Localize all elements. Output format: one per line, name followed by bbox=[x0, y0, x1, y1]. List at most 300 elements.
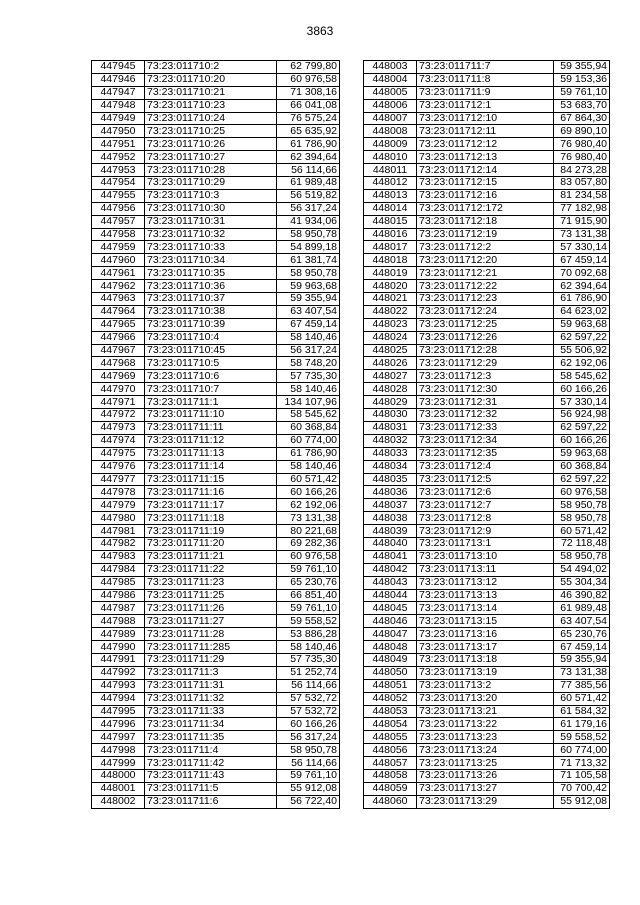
cadastral-number: 73:23:011710:29 bbox=[145, 177, 277, 190]
table-row bbox=[92, 653, 340, 666]
cadastral-number: 73:23:011711:9 bbox=[417, 86, 554, 99]
cadastral-number: 73:23:011711:285 bbox=[145, 641, 277, 654]
cadastral-value: 59 963,68 bbox=[554, 447, 610, 460]
table-row bbox=[364, 757, 610, 770]
cadastral-value: 61 786,90 bbox=[277, 138, 340, 151]
row-number: 448006 bbox=[364, 99, 417, 112]
cadastral-value: 60 571,42 bbox=[554, 525, 610, 538]
cadastral-value: 71 308,16 bbox=[277, 86, 340, 99]
cadastral-value: 59 963,68 bbox=[554, 318, 610, 331]
table-row bbox=[92, 318, 340, 331]
cadastral-value: 56 317,24 bbox=[277, 344, 340, 357]
table-row bbox=[364, 99, 610, 112]
table-row bbox=[364, 602, 610, 615]
cadastral-value: 57 532,72 bbox=[277, 705, 340, 718]
table-row bbox=[92, 344, 340, 357]
cadastral-number: 73:23:011711:12 bbox=[145, 434, 277, 447]
row-number: 448039 bbox=[364, 525, 417, 538]
cadastral-number: 73:23:011710:21 bbox=[145, 86, 277, 99]
cadastral-value: 62 597,22 bbox=[554, 473, 610, 486]
cadastral-number: 73:23:011712:2 bbox=[417, 241, 554, 254]
cadastral-number: 73:23:011711:32 bbox=[145, 692, 277, 705]
cadastral-number: 73:23:011711:3 bbox=[145, 666, 277, 679]
cadastral-number: 73:23:011713:12 bbox=[417, 576, 554, 589]
row-number: 447964 bbox=[92, 305, 145, 318]
cadastral-number: 73:23:011710:26 bbox=[145, 138, 277, 151]
cadastral-number: 73:23:011711:22 bbox=[145, 563, 277, 576]
table-row bbox=[92, 718, 340, 731]
table-row bbox=[92, 537, 340, 550]
table-row bbox=[92, 396, 340, 409]
cadastral-value: 56 519,82 bbox=[277, 189, 340, 202]
cadastral-value: 59 153,36 bbox=[554, 73, 610, 86]
cadastral-value: 70 700,42 bbox=[554, 782, 610, 795]
cadastral-number: 73:23:011713:18 bbox=[417, 653, 554, 666]
cadastral-value: 62 192,06 bbox=[554, 357, 610, 370]
cadastral-value: 58 748,20 bbox=[277, 357, 340, 370]
cadastral-value: 67 864,30 bbox=[554, 112, 610, 125]
cadastral-value: 58 950,78 bbox=[554, 512, 610, 525]
cadastral-number: 73:23:011713:1 bbox=[417, 537, 554, 550]
row-number: 447954 bbox=[92, 177, 145, 190]
row-number: 447994 bbox=[92, 692, 145, 705]
row-number: 448019 bbox=[364, 267, 417, 280]
cadastral-number: 73:23:011711:20 bbox=[145, 537, 277, 550]
cadastral-number: 73:23:011710:25 bbox=[145, 125, 277, 138]
cadastral-number: 73:23:011710:4 bbox=[145, 331, 277, 344]
left-cadastral-table bbox=[91, 60, 340, 809]
cadastral-value: 59 963,68 bbox=[277, 280, 340, 293]
cadastral-value: 66 041,08 bbox=[277, 99, 340, 112]
cadastral-number: 73:23:011713:13 bbox=[417, 589, 554, 602]
table-row bbox=[92, 61, 340, 74]
table-row bbox=[364, 769, 610, 782]
cadastral-number: 73:23:011712:19 bbox=[417, 228, 554, 241]
cadastral-value: 62 394,64 bbox=[277, 151, 340, 164]
cadastral-number: 73:23:011710:31 bbox=[145, 215, 277, 228]
row-number: 447998 bbox=[92, 744, 145, 757]
cadastral-value: 56 924,98 bbox=[554, 409, 610, 422]
cadastral-value: 60 166,26 bbox=[554, 383, 610, 396]
cadastral-number: 73:23:011712:9 bbox=[417, 525, 554, 538]
cadastral-number: 73:23:011710:32 bbox=[145, 228, 277, 241]
row-number: 447946 bbox=[92, 73, 145, 86]
row-number: 447969 bbox=[92, 370, 145, 383]
cadastral-value: 56 114,66 bbox=[277, 164, 340, 177]
row-number: 448012 bbox=[364, 177, 417, 190]
table-row bbox=[364, 241, 610, 254]
row-number: 448004 bbox=[364, 73, 417, 86]
cadastral-value: 69 282,36 bbox=[277, 537, 340, 550]
cadastral-value: 58 140,46 bbox=[277, 641, 340, 654]
cadastral-number: 73:23:011712:25 bbox=[417, 318, 554, 331]
cadastral-number: 73:23:011711:21 bbox=[145, 550, 277, 563]
cadastral-value: 63 407,54 bbox=[554, 615, 610, 628]
table-row bbox=[364, 525, 610, 538]
table-row bbox=[364, 679, 610, 692]
row-number: 448055 bbox=[364, 731, 417, 744]
table-row bbox=[92, 305, 340, 318]
row-number: 447963 bbox=[92, 293, 145, 306]
cadastral-value: 80 221,68 bbox=[277, 525, 340, 538]
table-row bbox=[92, 499, 340, 512]
cadastral-number: 73:23:011711:13 bbox=[145, 447, 277, 460]
table-row bbox=[92, 473, 340, 486]
table-row bbox=[364, 731, 610, 744]
cadastral-number: 73:23:011712:24 bbox=[417, 305, 554, 318]
cadastral-value: 58 950,78 bbox=[277, 267, 340, 280]
cadastral-number: 73:23:011711:6 bbox=[145, 795, 277, 808]
cadastral-value: 60 571,42 bbox=[277, 473, 340, 486]
row-number: 448029 bbox=[364, 396, 417, 409]
cadastral-value: 67 459,14 bbox=[554, 641, 610, 654]
cadastral-number: 73:23:011712:20 bbox=[417, 254, 554, 267]
cadastral-number: 73:23:011712:1 bbox=[417, 99, 554, 112]
cadastral-value: 60 774,00 bbox=[277, 434, 340, 447]
row-number: 448049 bbox=[364, 653, 417, 666]
row-number: 447983 bbox=[92, 550, 145, 563]
cadastral-number: 73:23:011711:11 bbox=[145, 421, 277, 434]
row-number: 448013 bbox=[364, 189, 417, 202]
table-row bbox=[92, 757, 340, 770]
cadastral-value: 77 385,56 bbox=[554, 679, 610, 692]
row-number: 447988 bbox=[92, 615, 145, 628]
cadastral-value: 59 355,94 bbox=[277, 293, 340, 306]
table-row bbox=[364, 409, 610, 422]
table-row bbox=[364, 125, 610, 138]
cadastral-number: 73:23:011712:14 bbox=[417, 164, 554, 177]
row-number: 447950 bbox=[92, 125, 145, 138]
cadastral-value: 60 368,84 bbox=[277, 421, 340, 434]
row-number: 448021 bbox=[364, 293, 417, 306]
row-number: 448060 bbox=[364, 795, 417, 808]
cadastral-value: 73 131,38 bbox=[554, 228, 610, 241]
cadastral-number: 73:23:011711:31 bbox=[145, 679, 277, 692]
row-number: 447967 bbox=[92, 344, 145, 357]
table-row bbox=[364, 486, 610, 499]
table-row bbox=[364, 344, 610, 357]
cadastral-number: 73:23:011711:1 bbox=[145, 396, 277, 409]
row-number: 447948 bbox=[92, 99, 145, 112]
table-row bbox=[364, 434, 610, 447]
cadastral-value: 46 390,82 bbox=[554, 589, 610, 602]
cadastral-number: 73:23:011710:39 bbox=[145, 318, 277, 331]
table-row bbox=[364, 666, 610, 679]
cadastral-value: 62 597,22 bbox=[554, 331, 610, 344]
cadastral-value: 56 317,24 bbox=[277, 731, 340, 744]
table-row bbox=[92, 589, 340, 602]
row-number: 447956 bbox=[92, 202, 145, 215]
row-number: 448009 bbox=[364, 138, 417, 151]
cadastral-value: 62 192,06 bbox=[277, 499, 340, 512]
cadastral-number: 73:23:011711:4 bbox=[145, 744, 277, 757]
row-number: 447976 bbox=[92, 460, 145, 473]
cadastral-value: 53 886,28 bbox=[277, 628, 340, 641]
table-row bbox=[92, 525, 340, 538]
cadastral-number: 73:23:011711:16 bbox=[145, 486, 277, 499]
row-number: 447984 bbox=[92, 563, 145, 576]
table-row bbox=[92, 421, 340, 434]
row-number: 448058 bbox=[364, 769, 417, 782]
table-row bbox=[364, 576, 610, 589]
cadastral-value: 134 107,96 bbox=[277, 396, 340, 409]
cadastral-number: 73:23:011711:26 bbox=[145, 602, 277, 615]
row-number: 447947 bbox=[92, 86, 145, 99]
table-row bbox=[364, 305, 610, 318]
row-number: 448036 bbox=[364, 486, 417, 499]
cadastral-value: 61 584,32 bbox=[554, 705, 610, 718]
cadastral-value: 53 683,70 bbox=[554, 99, 610, 112]
cadastral-number: 73:23:011713:20 bbox=[417, 692, 554, 705]
table-row bbox=[92, 254, 340, 267]
table-row bbox=[364, 151, 610, 164]
table-row bbox=[92, 112, 340, 125]
row-number: 448011 bbox=[364, 164, 417, 177]
row-number: 447982 bbox=[92, 537, 145, 550]
table-row bbox=[92, 280, 340, 293]
cadastral-number: 73:23:011711:29 bbox=[145, 653, 277, 666]
cadastral-value: 58 545,62 bbox=[554, 370, 610, 383]
table-row bbox=[92, 73, 340, 86]
table-row bbox=[92, 409, 340, 422]
row-number: 448051 bbox=[364, 679, 417, 692]
row-number: 448040 bbox=[364, 537, 417, 550]
cadastral-number: 73:23:011712:31 bbox=[417, 396, 554, 409]
cadastral-number: 73:23:011712:7 bbox=[417, 499, 554, 512]
cadastral-number: 73:23:011712:29 bbox=[417, 357, 554, 370]
cadastral-value: 63 407,54 bbox=[277, 305, 340, 318]
row-number: 448005 bbox=[364, 86, 417, 99]
row-number: 447995 bbox=[92, 705, 145, 718]
cadastral-value: 57 330,14 bbox=[554, 241, 610, 254]
table-row bbox=[364, 318, 610, 331]
cadastral-value: 61 786,90 bbox=[554, 293, 610, 306]
cadastral-number: 73:23:011712:172 bbox=[417, 202, 554, 215]
row-number: 448059 bbox=[364, 782, 417, 795]
row-number: 447981 bbox=[92, 525, 145, 538]
cadastral-number: 73:23:011713:24 bbox=[417, 744, 554, 757]
cadastral-value: 70 092,68 bbox=[554, 267, 610, 280]
table-row bbox=[92, 383, 340, 396]
cadastral-value: 58 950,78 bbox=[554, 550, 610, 563]
cadastral-value: 60 774,00 bbox=[554, 744, 610, 757]
table-row bbox=[364, 782, 610, 795]
table-row bbox=[92, 460, 340, 473]
table-row bbox=[364, 447, 610, 460]
row-number: 448020 bbox=[364, 280, 417, 293]
table-row bbox=[92, 331, 340, 344]
cadastral-value: 66 851,40 bbox=[277, 589, 340, 602]
cadastral-value: 83 057,80 bbox=[554, 177, 610, 190]
cadastral-value: 58 950,78 bbox=[277, 744, 340, 757]
table-row bbox=[92, 370, 340, 383]
cadastral-value: 77 182,98 bbox=[554, 202, 610, 215]
cadastral-value: 59 761,10 bbox=[277, 769, 340, 782]
cadastral-number: 73:23:011710:2 bbox=[145, 61, 277, 74]
cadastral-number: 73:23:011713:15 bbox=[417, 615, 554, 628]
cadastral-number: 73:23:011711:25 bbox=[145, 589, 277, 602]
table-row bbox=[364, 705, 610, 718]
row-number: 447978 bbox=[92, 486, 145, 499]
row-number: 448038 bbox=[364, 512, 417, 525]
cadastral-value: 59 558,52 bbox=[277, 615, 340, 628]
row-number: 447999 bbox=[92, 757, 145, 770]
cadastral-number: 73:23:011712:3 bbox=[417, 370, 554, 383]
table-row bbox=[364, 86, 610, 99]
cadastral-number: 73:23:011712:22 bbox=[417, 280, 554, 293]
cadastral-number: 73:23:011713:10 bbox=[417, 550, 554, 563]
row-number: 447992 bbox=[92, 666, 145, 679]
cadastral-number: 73:23:011710:20 bbox=[145, 73, 277, 86]
cadastral-value: 62 799,80 bbox=[277, 61, 340, 74]
row-number: 448016 bbox=[364, 228, 417, 241]
cadastral-value: 84 273,28 bbox=[554, 164, 610, 177]
cadastral-number: 73:23:011712:21 bbox=[417, 267, 554, 280]
row-number: 447955 bbox=[92, 189, 145, 202]
cadastral-value: 60 976,58 bbox=[277, 550, 340, 563]
row-number: 448010 bbox=[364, 151, 417, 164]
cadastral-number: 73:23:011710:23 bbox=[145, 99, 277, 112]
row-number: 447965 bbox=[92, 318, 145, 331]
row-number: 447987 bbox=[92, 602, 145, 615]
table-row bbox=[364, 202, 610, 215]
cadastral-value: 57 735,30 bbox=[277, 653, 340, 666]
cadastral-number: 73:23:011712:28 bbox=[417, 344, 554, 357]
cadastral-value: 61 381,74 bbox=[277, 254, 340, 267]
cadastral-number: 73:23:011712:13 bbox=[417, 151, 554, 164]
row-number: 448022 bbox=[364, 305, 417, 318]
table-row bbox=[364, 744, 610, 757]
cadastral-number: 73:23:011713:23 bbox=[417, 731, 554, 744]
row-number: 448056 bbox=[364, 744, 417, 757]
row-number: 448025 bbox=[364, 344, 417, 357]
cadastral-number: 73:23:011712:26 bbox=[417, 331, 554, 344]
table-row bbox=[364, 499, 610, 512]
cadastral-number: 73:23:011712:32 bbox=[417, 409, 554, 422]
row-number: 448043 bbox=[364, 576, 417, 589]
cadastral-value: 61 989,48 bbox=[554, 602, 610, 615]
row-number: 447993 bbox=[92, 679, 145, 692]
table-row bbox=[92, 125, 340, 138]
cadastral-number: 73:23:011713:26 bbox=[417, 769, 554, 782]
table-row bbox=[364, 177, 610, 190]
cadastral-value: 56 722,40 bbox=[277, 795, 340, 808]
table-row bbox=[92, 679, 340, 692]
row-number: 447996 bbox=[92, 718, 145, 731]
row-number: 447962 bbox=[92, 280, 145, 293]
table-row bbox=[364, 228, 610, 241]
cadastral-number: 73:23:011711:19 bbox=[145, 525, 277, 538]
table-row bbox=[364, 653, 610, 666]
cadastral-number: 73:23:011712:15 bbox=[417, 177, 554, 190]
cadastral-value: 58 140,46 bbox=[277, 383, 340, 396]
row-number: 448028 bbox=[364, 383, 417, 396]
row-number: 447951 bbox=[92, 138, 145, 151]
row-number: 448001 bbox=[92, 782, 145, 795]
row-number: 447971 bbox=[92, 396, 145, 409]
row-number: 448053 bbox=[364, 705, 417, 718]
cadastral-number: 73:23:011710:28 bbox=[145, 164, 277, 177]
row-number: 447945 bbox=[92, 61, 145, 74]
cadastral-value: 58 950,78 bbox=[554, 499, 610, 512]
cadastral-value: 65 230,76 bbox=[277, 576, 340, 589]
cadastral-value: 58 950,78 bbox=[277, 228, 340, 241]
row-number: 447968 bbox=[92, 357, 145, 370]
cadastral-value: 71 915,90 bbox=[554, 215, 610, 228]
row-number: 447949 bbox=[92, 112, 145, 125]
row-number: 448034 bbox=[364, 460, 417, 473]
table-row bbox=[92, 357, 340, 370]
row-number: 447974 bbox=[92, 434, 145, 447]
cadastral-number: 73:23:011713:22 bbox=[417, 718, 554, 731]
cadastral-value: 76 980,40 bbox=[554, 138, 610, 151]
cadastral-number: 73:23:011712:6 bbox=[417, 486, 554, 499]
cadastral-value: 59 761,10 bbox=[277, 602, 340, 615]
table-row bbox=[364, 138, 610, 151]
cadastral-number: 73:23:011710:27 bbox=[145, 151, 277, 164]
cadastral-value: 58 545,62 bbox=[277, 409, 340, 422]
table-row bbox=[364, 563, 610, 576]
table-row bbox=[92, 782, 340, 795]
table-row bbox=[92, 744, 340, 757]
table-row bbox=[92, 615, 340, 628]
cadastral-value: 41 934,06 bbox=[277, 215, 340, 228]
row-number: 448018 bbox=[364, 254, 417, 267]
row-number: 448052 bbox=[364, 692, 417, 705]
row-number: 447959 bbox=[92, 241, 145, 254]
table-row bbox=[92, 486, 340, 499]
row-number: 448037 bbox=[364, 499, 417, 512]
cadastral-number: 73:23:011711:17 bbox=[145, 499, 277, 512]
row-number: 447990 bbox=[92, 641, 145, 654]
cadastral-value: 64 623,02 bbox=[554, 305, 610, 318]
table-row bbox=[92, 228, 340, 241]
cadastral-value: 59 355,94 bbox=[554, 61, 610, 74]
cadastral-number: 73:23:011711:35 bbox=[145, 731, 277, 744]
cadastral-number: 73:23:011713:19 bbox=[417, 666, 554, 679]
row-number: 448030 bbox=[364, 409, 417, 422]
table-row bbox=[364, 370, 610, 383]
row-number: 448057 bbox=[364, 757, 417, 770]
row-number: 447973 bbox=[92, 421, 145, 434]
cadastral-number: 73:23:011710:30 bbox=[145, 202, 277, 215]
cadastral-number: 73:23:011710:45 bbox=[145, 344, 277, 357]
table-row bbox=[92, 628, 340, 641]
table-row bbox=[364, 473, 610, 486]
row-number: 447977 bbox=[92, 473, 145, 486]
cadastral-value: 76 980,40 bbox=[554, 151, 610, 164]
table-row bbox=[364, 512, 610, 525]
table-row bbox=[92, 177, 340, 190]
cadastral-value: 55 304,34 bbox=[554, 576, 610, 589]
row-number: 448002 bbox=[92, 795, 145, 808]
table-row bbox=[92, 202, 340, 215]
cadastral-value: 60 166,26 bbox=[277, 718, 340, 731]
cadastral-number: 73:23:011712:12 bbox=[417, 138, 554, 151]
cadastral-value: 60 976,58 bbox=[277, 73, 340, 86]
cadastral-number: 73:23:011711:15 bbox=[145, 473, 277, 486]
table-row bbox=[364, 396, 610, 409]
table-row bbox=[364, 164, 610, 177]
row-number: 447961 bbox=[92, 267, 145, 280]
table-row bbox=[92, 795, 340, 808]
cadastral-number: 73:23:011710:6 bbox=[145, 370, 277, 383]
table-row bbox=[364, 537, 610, 550]
cadastral-value: 60 976,58 bbox=[554, 486, 610, 499]
cadastral-value: 72 118,48 bbox=[554, 537, 610, 550]
row-number: 448014 bbox=[364, 202, 417, 215]
cadastral-number: 73:23:011710:35 bbox=[145, 267, 277, 280]
